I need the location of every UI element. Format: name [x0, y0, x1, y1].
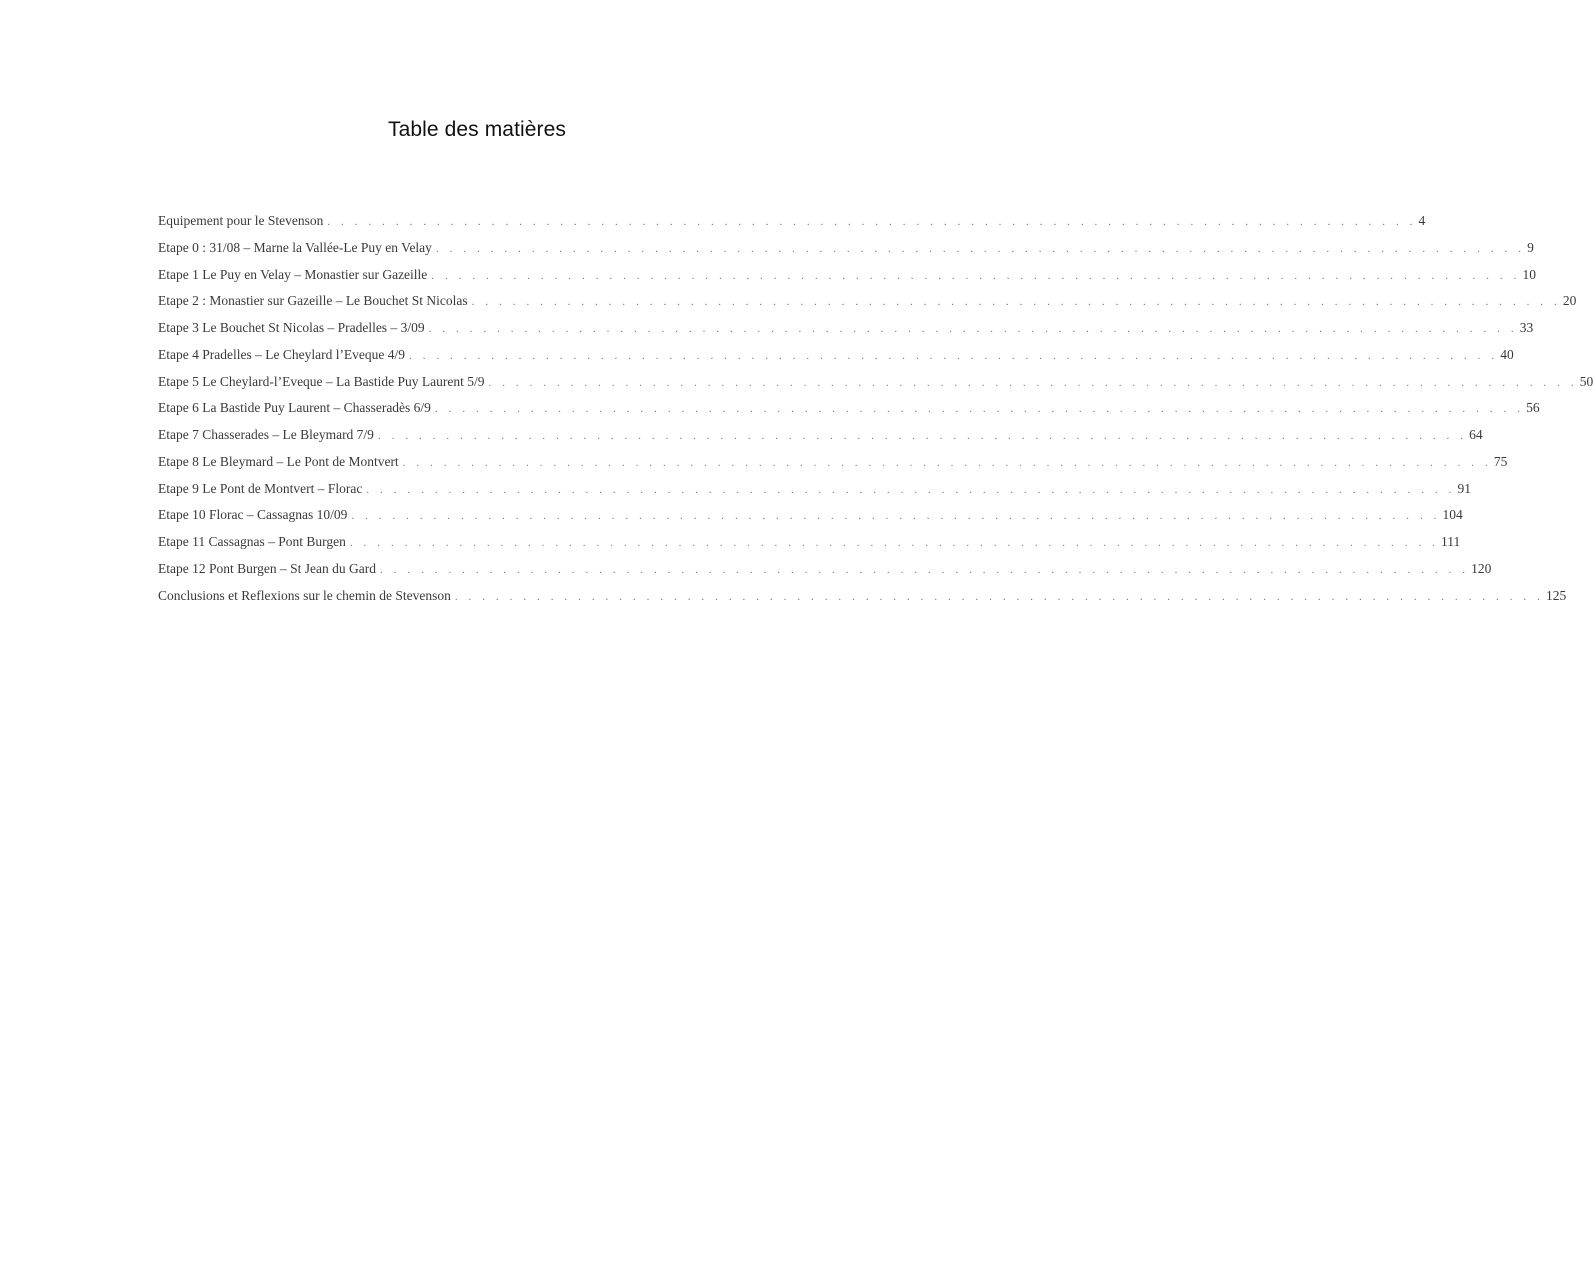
toc-entry[interactable]	[158, 346, 1514, 374]
toc-entry-title[interactable]: Etape 1 Le Puy en Velay – Monastier sur Gazeille	[158, 266, 428, 282]
toc-entry[interactable]	[158, 400, 1540, 427]
toc-title: Table des matières	[387, 118, 567, 141]
dot-leader: . . . . . . . . . . . . . . . . . . . . . . . . . . . . . . . . . . . . . . . . . . . . . . . . . . . . . . . . . . . . . . . . . . . . . . . . . . . . . . . .	[327, 216, 1417, 228]
toc-entry-page-number[interactable]: 10	[1522, 266, 1536, 282]
toc-entry-title[interactable]: Etape 4 Pradelles – Le Cheylard l’Eveque 4/9	[158, 346, 406, 362]
toc-entry-page-number[interactable]: 75	[1493, 453, 1508, 469]
toc-entry-page-number[interactable]: 40	[1500, 346, 1514, 362]
toc-entry-title[interactable]: Etape 2 : Monastier sur Gazeille – Le Bouchet St Nicolas	[158, 293, 468, 309]
dot-leader: . . . . . . . . . . . . . . . . . . . . . . . . . . . . . . . . . . . . . . . . . . . . . . . . . . . . . . . . . . . . . . . . . . . . . . . . . . . . . . . .	[471, 296, 1561, 309]
toc-entry[interactable]	[158, 239, 1534, 267]
toc-entry[interactable]	[158, 427, 1483, 454]
dot-leader: . . . . . . . . . . . . . . . . . . . . . . . . . . . . . . . . . . . . . . . . . . . . . . . . . . . . . . . . . . . . . . . . . . . . . . . . . . . . . . . .	[366, 483, 1456, 496]
toc-entry[interactable]	[158, 266, 1536, 294]
toc-entry[interactable]	[158, 213, 1426, 240]
dot-leader: . . . . . . . . . . . . . . . . . . . . . . . . . . . . . . . . . . . . . . . . . . . . . . . . . . . . . . . . . . . . . . . . . . . . . . . . . . . . . . . .	[454, 590, 1544, 603]
toc-entry-title[interactable]: Etape 9 Le Pont de Montvert – Florac	[158, 480, 363, 496]
toc-entry-title[interactable]: Conclusions et Reflexions sur le chemin de Stevenson	[158, 587, 451, 603]
toc-entry-title[interactable]: Etape 7 Chasserades – Le Bleymard 7/9	[158, 427, 374, 442]
toc-entry-page-number[interactable]: 20	[1562, 293, 1577, 309]
dot-leader: . . . . . . . . . . . . . . . . . . . . . . . . . . . . . . . . . . . . . . . . . . . . . . . . . . . . . . . . . . . . . . . . . . . . . . . . . . . . . . . .	[349, 537, 1440, 549]
toc-entry-title[interactable]: Etape 11 Cassagnas – Pont Burgen	[158, 534, 346, 549]
toc-entry[interactable]	[158, 534, 1461, 561]
toc-entry-title[interactable]: Etape 5 Le Cheylard-l’Eveque – La Bastide Puy Laurent 5/9	[158, 373, 485, 389]
toc-entry-title[interactable]: Etape 10 Florac – Cassagnas 10/09	[158, 507, 348, 523]
dot-leader: . . . . . . . . . . . . . . . . . . . . . . . . . . . . . . . . . . . . . . . . . . . . . . . . . . . . . . . . . . . . . . . . . . . . . . . . . . . . . . . .	[431, 269, 1521, 282]
toc-entry-title[interactable]: Etape 0 : 31/08 – Marne la Vallée-Le Puy en Velay	[158, 239, 432, 255]
dot-leader: . . . . . . . . . . . . . . . . . . . . . . . . . . . . . . . . . . . . . . . . . . . . . . . . . . . . . . . . . . . . . . . . . . . . . . . . . . . . . . . .	[351, 510, 1441, 523]
dot-leader: . . . . . . . . . . . . . . . . . . . . . . . . . . . . . . . . . . . . . . . . . . . . . . . . . . . . . . . . . . . . . . . . . . . . . . . . . . . . . . . .	[435, 242, 1526, 255]
toc-entry-page-number[interactable]: 125	[1545, 587, 1567, 603]
dot-leader: . . . . . . . . . . . . . . . . . . . . . . . . . . . . . . . . . . . . . . . . . . . . . . . . . . . . . . . . . . . . . . . . . . . . . . . . . . . . . . . .	[428, 323, 1518, 335]
toc-entry-page-number[interactable]: 50	[1579, 373, 1593, 389]
toc-entry-page-number[interactable]: 56	[1526, 400, 1540, 416]
toc-entry-page-number[interactable]: 120	[1471, 560, 1492, 576]
toc-entry[interactable]	[158, 373, 1593, 401]
toc-entry[interactable]	[158, 453, 1508, 481]
toc-entry[interactable]	[158, 320, 1534, 347]
dot-leader: . . . . . . . . . . . . . . . . . . . . . . . . . . . . . . . . . . . . . . . . . . . . . . . . . . . . . . . . . . . . . . . . . . . . . . . . . . . . . . . .	[409, 349, 1499, 362]
toc-entry[interactable]	[158, 587, 1567, 615]
toc-entry[interactable]	[158, 293, 1577, 320]
dot-leader: . . . . . . . . . . . . . . . . . . . . . . . . . . . . . . . . . . . . . . . . . . . . . . . . . . . . . . . . . . . . . . . . . . . . . . . . . . . . . . . .	[402, 456, 1492, 469]
toc-entry-page-number[interactable]: 91	[1457, 480, 1471, 496]
toc-entry[interactable]	[158, 507, 1463, 534]
toc-entry-title[interactable]: Equipement pour le Stevenson	[158, 213, 324, 228]
dot-leader: . . . . . . . . . . . . . . . . . . . . . . . . . . . . . . . . . . . . . . . . . . . . . . . . . . . . . . . . . . . . . . . . . . . . . . . . . . . . . . . .	[488, 376, 1578, 389]
table-of-contents	[158, 213, 1593, 614]
toc-entry-page-number[interactable]: 4	[1418, 213, 1426, 228]
toc-entry-page-number[interactable]: 9	[1527, 239, 1534, 255]
toc-entry[interactable]	[158, 480, 1471, 508]
toc-entry[interactable]	[158, 560, 1492, 588]
toc-entry-page-number[interactable]: 111	[1441, 534, 1461, 549]
toc-entry-title[interactable]: Etape 12 Pont Burgen – St Jean du Gard	[158, 560, 376, 576]
toc-entry-title[interactable]: Etape 6 La Bastide Puy Laurent – Chasseradès 6/9	[158, 400, 431, 416]
dot-leader: . . . . . . . . . . . . . . . . . . . . . . . . . . . . . . . . . . . . . . . . . . . . . . . . . . . . . . . . . . . . . . . . . . . . . . . . . . . . . . . .	[377, 430, 1468, 442]
dot-leader: . . . . . . . . . . . . . . . . . . . . . . . . . . . . . . . . . . . . . . . . . . . . . . . . . . . . . . . . . . . . . . . . . . . . . . . . . . . . . . . .	[434, 403, 1525, 416]
dot-leader: . . . . . . . . . . . . . . . . . . . . . . . . . . . . . . . . . . . . . . . . . . . . . . . . . . . . . . . . . . . . . . . . . . . . . . . . . . . . . . . .	[379, 563, 1470, 576]
toc-entry-title[interactable]: Etape 3 Le Bouchet St Nicolas – Pradelles – 3/09	[158, 320, 425, 335]
toc-entry-page-number[interactable]: 64	[1469, 427, 1483, 442]
toc-entry-title[interactable]: Etape 8 Le Bleymard – Le Pont de Montvert	[158, 453, 399, 469]
toc-entry-page-number[interactable]: 104	[1442, 507, 1463, 523]
toc-entry-page-number[interactable]: 33	[1519, 320, 1534, 335]
